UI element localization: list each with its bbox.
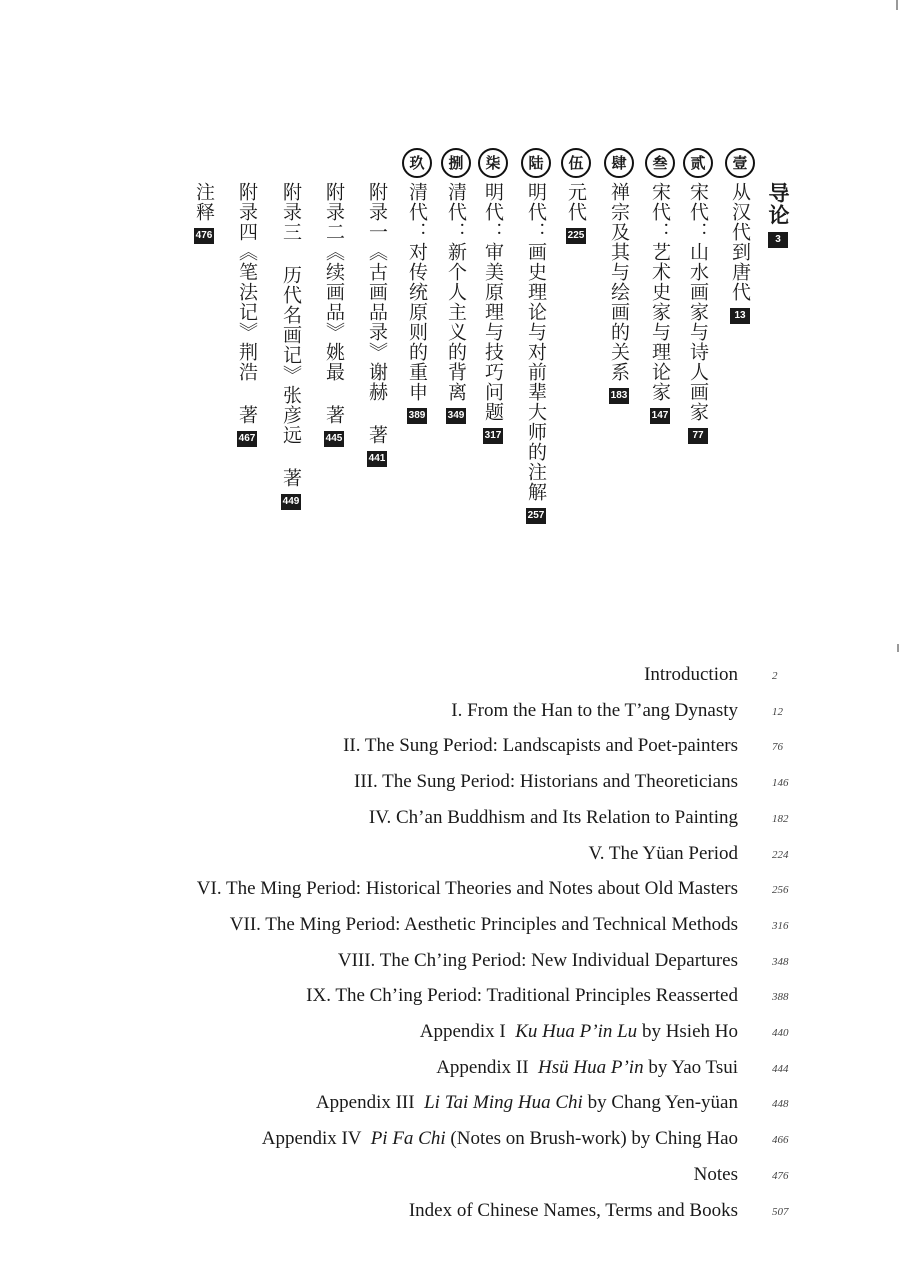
page-edge-mark bbox=[897, 644, 899, 652]
en-page-number: 256 bbox=[772, 884, 789, 897]
en-entry-title bbox=[694, 1160, 738, 1190]
en-entry-title bbox=[262, 1124, 738, 1154]
en-entry-title bbox=[644, 660, 738, 690]
cn-entry-title: 元代 bbox=[565, 182, 587, 222]
en-toc-entry[interactable] bbox=[0, 946, 900, 976]
en-entry-title-text: I. From the Han to the T’ang Dynasty bbox=[451, 699, 738, 721]
en-page-number: 476 bbox=[772, 1169, 789, 1182]
cn-toc-entry[interactable] bbox=[602, 148, 636, 404]
chapter-numeral-badge: 柒 bbox=[478, 148, 508, 178]
en-toc-entry[interactable] bbox=[0, 839, 900, 869]
cn-entry-title: 附录三 历代名画记》张彦远 著 bbox=[280, 182, 302, 488]
en-toc-entry[interactable] bbox=[0, 731, 900, 761]
en-entry-title-text: V. The Yüan Period bbox=[588, 842, 738, 864]
en-toc-entry[interactable] bbox=[0, 1088, 900, 1118]
cn-page-number: 467 bbox=[237, 431, 257, 447]
en-entry-author: (Notes on Brush-work) by Ching Hao bbox=[445, 1128, 738, 1150]
en-entry-title bbox=[230, 910, 738, 940]
en-book-title: Pi Fa Chi bbox=[370, 1128, 446, 1150]
cn-toc-entry[interactable] bbox=[360, 148, 394, 467]
en-entry-author: by Hsieh Ho bbox=[637, 1021, 738, 1042]
en-page-number: 182 bbox=[772, 812, 789, 825]
cn-page-number: 349 bbox=[446, 408, 466, 424]
cn-entry-title: 清代：新个人主义的背离 bbox=[445, 182, 467, 402]
en-toc-entry[interactable] bbox=[0, 981, 900, 1011]
cn-page-number: 389 bbox=[407, 408, 427, 424]
page-edge-mark bbox=[896, 0, 898, 10]
en-page-number: 2 bbox=[772, 670, 778, 682]
en-toc-entry[interactable] bbox=[0, 1196, 900, 1226]
cn-toc-entry[interactable] bbox=[519, 148, 553, 524]
en-page-number: 224 bbox=[772, 848, 789, 861]
en-entry-title bbox=[343, 731, 738, 761]
en-entry-title bbox=[369, 803, 738, 833]
en-toc-entry[interactable] bbox=[0, 1017, 900, 1047]
cn-toc-entry[interactable] bbox=[187, 148, 221, 244]
cn-page-number: 3 bbox=[768, 232, 788, 248]
cn-page-number: 225 bbox=[566, 228, 586, 244]
en-entry-title bbox=[588, 839, 738, 869]
en-entry-title bbox=[451, 696, 738, 726]
en-entry-title-text: IV. Ch’an Buddhism and Its Relation to Painting bbox=[368, 806, 738, 828]
chapter-numeral-badge: 捌 bbox=[441, 148, 471, 178]
chapter-numeral-badge: 壹 bbox=[725, 148, 755, 178]
chapter-numeral-badge: 伍 bbox=[561, 148, 591, 178]
en-book-title: Li Tai Ming Hua Chi bbox=[424, 1092, 583, 1114]
cn-page-number: 445 bbox=[324, 431, 344, 447]
en-entry-title-text: VII. The Ming Period: Aesthetic Principles and Technical Methods bbox=[229, 913, 738, 935]
cn-entry-title: 明代：审美原理与技巧问题 bbox=[482, 182, 504, 422]
en-page-number: 76 bbox=[772, 741, 783, 754]
cn-toc-entry[interactable] bbox=[400, 148, 434, 424]
cn-toc-entry[interactable] bbox=[761, 148, 795, 248]
en-toc-entry[interactable] bbox=[0, 874, 900, 904]
en-entry-title bbox=[409, 1196, 738, 1226]
cn-entry-title: 清代：对传统原则的重申 bbox=[406, 182, 428, 402]
cn-page-number: 257 bbox=[526, 508, 546, 524]
en-entry-title-text: Appendix I bbox=[419, 1021, 516, 1042]
cn-entry-title: 明代：画史理论与对前辈大师的注解 bbox=[525, 182, 547, 502]
en-entry-title bbox=[316, 1088, 738, 1118]
cn-page-number: 183 bbox=[609, 388, 629, 404]
en-entry-title-text: IX. The Ch’ing Period: Traditional Principles Reasserted bbox=[306, 985, 738, 1007]
en-entry-title-text: Notes bbox=[693, 1163, 738, 1185]
en-entry-title-text: Index of Chinese Names, Terms and Books bbox=[408, 1199, 738, 1221]
cn-toc-entry[interactable] bbox=[317, 148, 351, 447]
cn-toc-entry[interactable] bbox=[274, 148, 308, 510]
en-toc-entry[interactable] bbox=[0, 1124, 900, 1154]
cn-entry-title: 禅宗及其与绘画的关系 bbox=[608, 182, 630, 382]
cn-entry-title: 宋代：艺术史家与理论家 bbox=[649, 182, 671, 402]
en-entry-title-text: VI. The Ming Period: Historical Theories and Notes about Old Masters bbox=[196, 878, 738, 900]
cn-page-number: 441 bbox=[367, 451, 387, 467]
en-entry-title-text: VIII. The Ch’ing Period: New Individual Departures bbox=[337, 949, 738, 971]
en-entry-title bbox=[436, 1053, 738, 1083]
chapter-numeral-badge: 叁 bbox=[645, 148, 675, 178]
cn-page-number: 13 bbox=[730, 308, 750, 324]
en-entry-title bbox=[420, 1017, 738, 1047]
cn-entry-title: 附录二《续画品》姚最 著 bbox=[323, 182, 345, 425]
en-entry-title-text: II. The Sung Period: Landscapists and Poet-painters bbox=[343, 735, 738, 757]
en-entry-title bbox=[306, 981, 738, 1011]
cn-toc-entry[interactable] bbox=[643, 148, 677, 424]
en-entry-title-text: Appendix III bbox=[315, 1092, 425, 1114]
en-entry-author: by Chang Yen-yüan bbox=[582, 1092, 738, 1114]
chapter-numeral-badge: 肆 bbox=[604, 148, 634, 178]
chapter-numeral-badge: 贰 bbox=[683, 148, 713, 178]
chapter-numeral-badge: 玖 bbox=[402, 148, 432, 178]
en-toc-entry[interactable] bbox=[0, 1053, 900, 1083]
cn-page-number: 317 bbox=[483, 428, 503, 444]
en-page-number: 444 bbox=[772, 1062, 789, 1075]
en-toc-entry[interactable] bbox=[0, 767, 900, 797]
en-entry-author: by Yao Tsui bbox=[643, 1056, 738, 1078]
cn-toc-entry[interactable] bbox=[476, 148, 510, 444]
en-entry-title bbox=[354, 767, 738, 797]
chapter-numeral-badge: 陆 bbox=[521, 148, 551, 178]
cn-page-number: 77 bbox=[688, 428, 708, 444]
en-page-number: 12 bbox=[772, 705, 783, 718]
en-book-title: Ku Hua P’in Lu bbox=[515, 1021, 638, 1042]
en-page-number: 316 bbox=[772, 919, 789, 932]
en-toc-entry[interactable] bbox=[0, 696, 900, 726]
en-page-number: 388 bbox=[772, 991, 789, 1004]
cn-entry-title: 导论 bbox=[766, 182, 790, 226]
cn-entry-title: 附录四《笔法记》荆浩 著 bbox=[236, 182, 258, 425]
cn-page-number: 476 bbox=[194, 228, 214, 244]
en-entry-title bbox=[338, 946, 738, 976]
en-page-number: 146 bbox=[772, 777, 789, 790]
cn-page-number: 449 bbox=[281, 494, 301, 510]
cn-toc-entry[interactable] bbox=[230, 148, 264, 447]
cn-toc-entry[interactable] bbox=[439, 148, 473, 424]
cn-entry-title: 注释 bbox=[193, 182, 215, 222]
en-book-title: Hsü Hua P’in bbox=[538, 1056, 644, 1078]
en-entry-title bbox=[197, 874, 738, 904]
en-entry-title-text: III. The Sung Period: Historians and Theoreticians bbox=[354, 771, 738, 793]
cn-toc-entry[interactable] bbox=[559, 148, 593, 244]
en-entry-title-text: Introduction bbox=[644, 664, 738, 685]
chinese-table-of-contents bbox=[0, 148, 900, 588]
cn-entry-title: 宋代：山水画家与诗人画家 bbox=[687, 182, 709, 422]
en-toc-entry[interactable] bbox=[0, 1160, 900, 1190]
en-page-number: 507 bbox=[772, 1205, 789, 1218]
cn-entry-title: 从汉代到唐代 bbox=[729, 182, 751, 302]
cn-page-number: 147 bbox=[650, 408, 670, 424]
en-entry-title-text: Appendix IV bbox=[261, 1128, 371, 1150]
en-toc-entry[interactable] bbox=[0, 660, 900, 690]
en-page-number: 440 bbox=[772, 1027, 789, 1039]
cn-toc-entry[interactable] bbox=[723, 148, 757, 324]
en-toc-entry[interactable] bbox=[0, 803, 900, 833]
en-toc-entry[interactable] bbox=[0, 910, 900, 940]
en-page-number: 466 bbox=[772, 1134, 789, 1147]
en-page-number: 348 bbox=[772, 955, 789, 968]
en-page-number: 448 bbox=[772, 1098, 789, 1111]
en-entry-title-text: Appendix II bbox=[436, 1056, 539, 1078]
cn-toc-entry[interactable] bbox=[681, 148, 715, 444]
cn-entry-title: 附录一《古画品录》谢赫 著 bbox=[366, 182, 388, 445]
